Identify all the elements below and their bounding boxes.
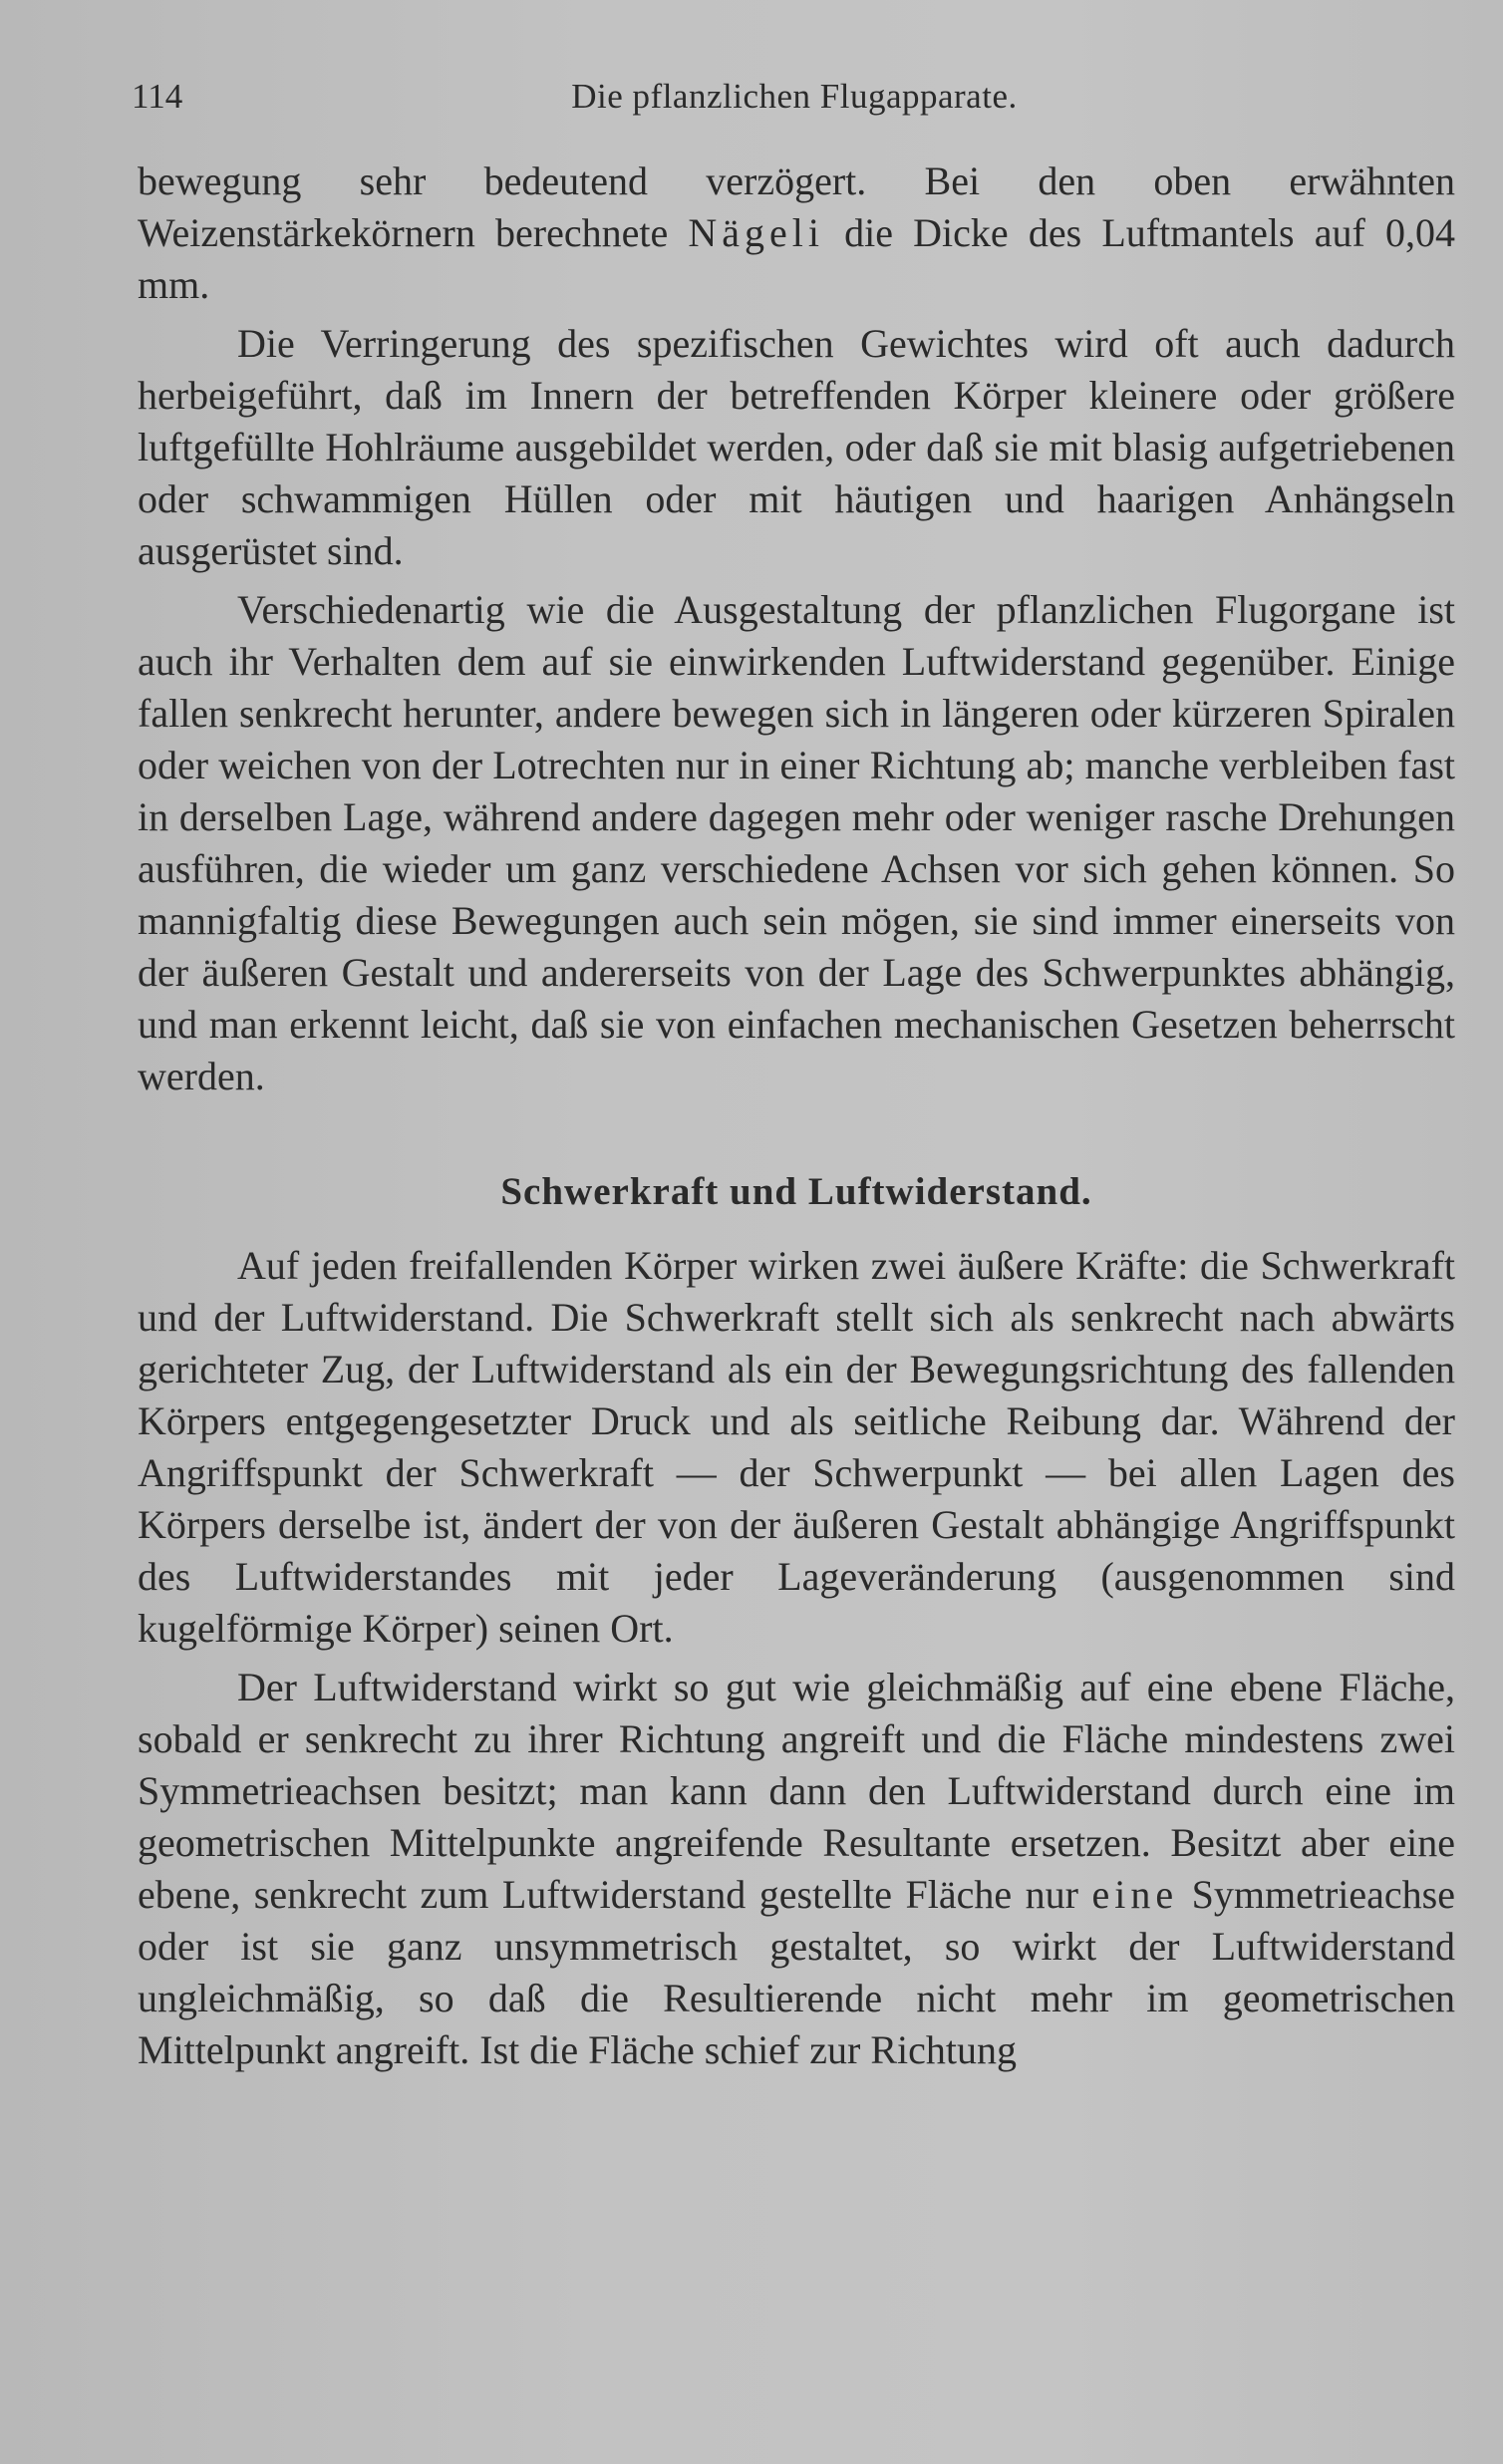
paragraph-1 <box>138 155 1455 311</box>
author-name-spaced: Nägeli <box>688 210 824 255</box>
paragraph-5 <box>138 1662 1455 2076</box>
paragraph-2: Die Verringerung des spezifischen Gewichtes wird oft auch dadurch herbeigeführt, daß im Innern der betreffenden Körper kleinere oder größere luftgefüllte Hohlräume ausgebildet werden, oder daß sie mit blasig aufgetriebenen oder schwammigen Hüllen oder mit häutigen und haarigen Anhängseln ausgerüstet sind. <box>138 321 1455 573</box>
running-title: Die pflanzlichen Flugapparate. <box>571 77 1018 116</box>
paragraph-1-rest: die Dicke des Luftmantels auf 0,04 mm. <box>138 210 1455 307</box>
running-head <box>132 72 1457 122</box>
emphasis-spaced: eine <box>1091 1872 1179 1917</box>
paragraph-4: Auf jeden freifallenden Körper wirken zwei äußere Kräfte: die Schwerkraft und der Luftwiderstand. Die Schwerkraft stellt sich als senkrecht nach abwärts gerichteter Zug, der Luftwiderstand als ein der Bewegungsrichtung des fallenden Körpers entgegengesetzter Druck und als seitliche Reibung dar. Während der Angriffspunkt der Schwerkraft — der Schwerpunkt — bei allen Lagen des Körpers derselbe ist, ändert der von der äußeren Gestalt abhängige Angriffspunkt des Luftwiderstandes mit jeder Lageveränderung (ausgenommen sind kugelförmige Körper) seinen Ort. <box>138 1243 1455 1651</box>
paragraph-5-text: Der Luftwiderstand wirkt so gut wie gleichmäßig auf eine ebene Fläche, sobald er senkrecht zu ihrer Richtung angreift und die Fläche mindestens zwei Symmetrieachsen besitzt; man kann dann den Luftwiderstand durch eine im geometrischen Mittelpunkte angreifende Resultante ersetzen. Besitzt aber eine ebene, senkrecht zum Luftwiderstand gestellte Fläche nur <box>138 1665 1455 1917</box>
paragraph-3: Verschiedenartig wie die Ausgestaltung der pflanzlichen Flugorgane ist auch ihr Verhalten dem auf sie einwirkenden Luftwiderstand gegenüber. Einige fallen senkrecht herunter, andere bewegen sich in längeren oder kürzeren Spiralen oder weichen von der Lotrechten nur in einer Richtung ab; manche verbleiben fast in derselben Lage, während andere dagegen mehr oder weniger rasche Drehungen ausführen, die wieder um ganz verschiedene Achsen vor sich gehen können. So mannigfaltig diese Bewegungen auch sein mögen, sie sind immer einerseits von der äußeren Gestalt und andererseits von der Lage des Schwerpunktes abhängig, und man erkennt leicht, daß sie von einfachen mechanischen Gesetzen beherrscht werden. <box>138 587 1455 1098</box>
body-text <box>138 155 1455 2083</box>
paragraph-5-rest: Symmetrieachse oder ist sie ganz unsymmetrisch gestaltet, so wirkt der Luftwiderstand ungleichmäßig, so daß die Resultierende nicht mehr im geometrischen Mittelpunkt angreift. Ist die Fläche schief zur Richtung <box>138 1872 1455 2072</box>
paragraph-1-text: bewegung sehr bedeutend verzögert. Bei den oben erwähnten Weizenstärkekörnern berechnete <box>138 158 1455 255</box>
section-heading: Schwerkraft und Luftwiderstand. <box>500 1170 1092 1213</box>
page-number: 114 <box>132 77 183 116</box>
